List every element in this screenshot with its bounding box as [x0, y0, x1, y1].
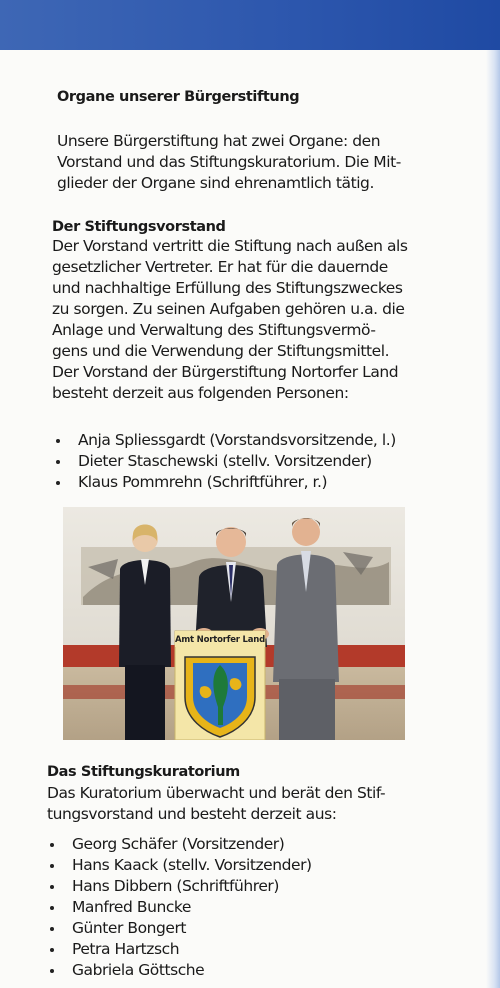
heading-vorstand: Der Stiftungsvorstand [52, 219, 226, 235]
intro-line: glieder der Organe sind ehrenamtlich tätig. [57, 174, 374, 192]
member-name: Hans Kaack (stellv. Vorsitzender) [72, 856, 312, 874]
list-item [50, 939, 312, 960]
vorstand-line: gens und die Verwendung der Stiftungsmittel. [52, 342, 390, 360]
bullet-icon [56, 439, 60, 443]
vorstand-line: gesetzlicher Vertreter. Er hat für die dauernde [52, 258, 388, 276]
member-name: Gabriela Göttsche [72, 961, 205, 979]
bullet-icon [50, 927, 54, 931]
list-item [50, 855, 312, 876]
member-name: Manfred Buncke [72, 898, 191, 916]
kuratorium-line: Das Kuratorium überwacht und berät den Stif- [47, 784, 386, 802]
bullet-icon [50, 885, 54, 889]
right-page-edge [486, 50, 500, 988]
vorstand-line: Der Vorstand der Bürgerstiftung Nortorfer Land [52, 363, 399, 381]
list-item [56, 430, 396, 451]
member-name: Hans Dibbern (Schriftführer) [72, 877, 279, 895]
vorstand-line: Der Vorstand vertritt die Stiftung nach außen als [52, 237, 408, 255]
kuratorium-member-list [50, 834, 312, 981]
intro-paragraph [57, 131, 437, 194]
board-photo-illustration [63, 507, 405, 740]
member-name: Dieter Staschewski (stellv. Vorsitzender) [78, 452, 372, 470]
member-name: Georg Schäfer (Vorsitzender) [72, 835, 285, 853]
bullet-icon [50, 906, 54, 910]
member-name: Anja Spliessgardt (Vorstandsvorsitzende, l.) [78, 431, 396, 449]
top-color-band [0, 0, 500, 50]
bullet-icon [50, 864, 54, 868]
heading-kuratorium: Das Stiftungskuratorium [47, 764, 240, 780]
member-name: Petra Hartzsch [72, 940, 180, 958]
member-name: Klaus Pommrehn (Schriftführer, r.) [78, 473, 328, 491]
bullet-icon [50, 843, 54, 847]
vorstand-member-list [56, 430, 396, 493]
vorstand-line: besteht derzeit aus folgenden Personen: [52, 384, 349, 402]
list-item [50, 960, 312, 981]
intro-line: Unsere Bürgerstiftung hat zwei Organe: den [57, 132, 381, 150]
kuratorium-paragraph [47, 783, 437, 825]
intro-line: Vorstand und das Stiftungskuratorium. Die Mit- [57, 153, 401, 171]
vorstand-line: zu sorgen. Zu seinen Aufgaben gehören u.a. die [52, 300, 405, 318]
kuratorium-line: tungsvorstand und besteht derzeit aus: [47, 805, 337, 823]
bullet-icon [50, 969, 54, 973]
vorstand-paragraph [52, 236, 442, 404]
vorstand-line: Anlage und Verwaltung des Stiftungsvermö- [52, 321, 376, 339]
heading-organe: Organe unserer Bürgerstiftung [57, 89, 300, 105]
list-item [50, 897, 312, 918]
list-item [50, 876, 312, 897]
list-item [56, 472, 396, 493]
list-item [50, 834, 312, 855]
board-photo [63, 507, 405, 740]
bullet-icon [56, 460, 60, 464]
bullet-icon [56, 481, 60, 485]
member-name: Günter Bongert [72, 919, 187, 937]
sign-label: Amt Nortorfer Land [175, 635, 265, 645]
bullet-icon [50, 948, 54, 952]
vorstand-line: und nachhaltige Erfüllung des Stiftungszweckes [52, 279, 403, 297]
list-item [50, 918, 312, 939]
list-item [56, 451, 396, 472]
